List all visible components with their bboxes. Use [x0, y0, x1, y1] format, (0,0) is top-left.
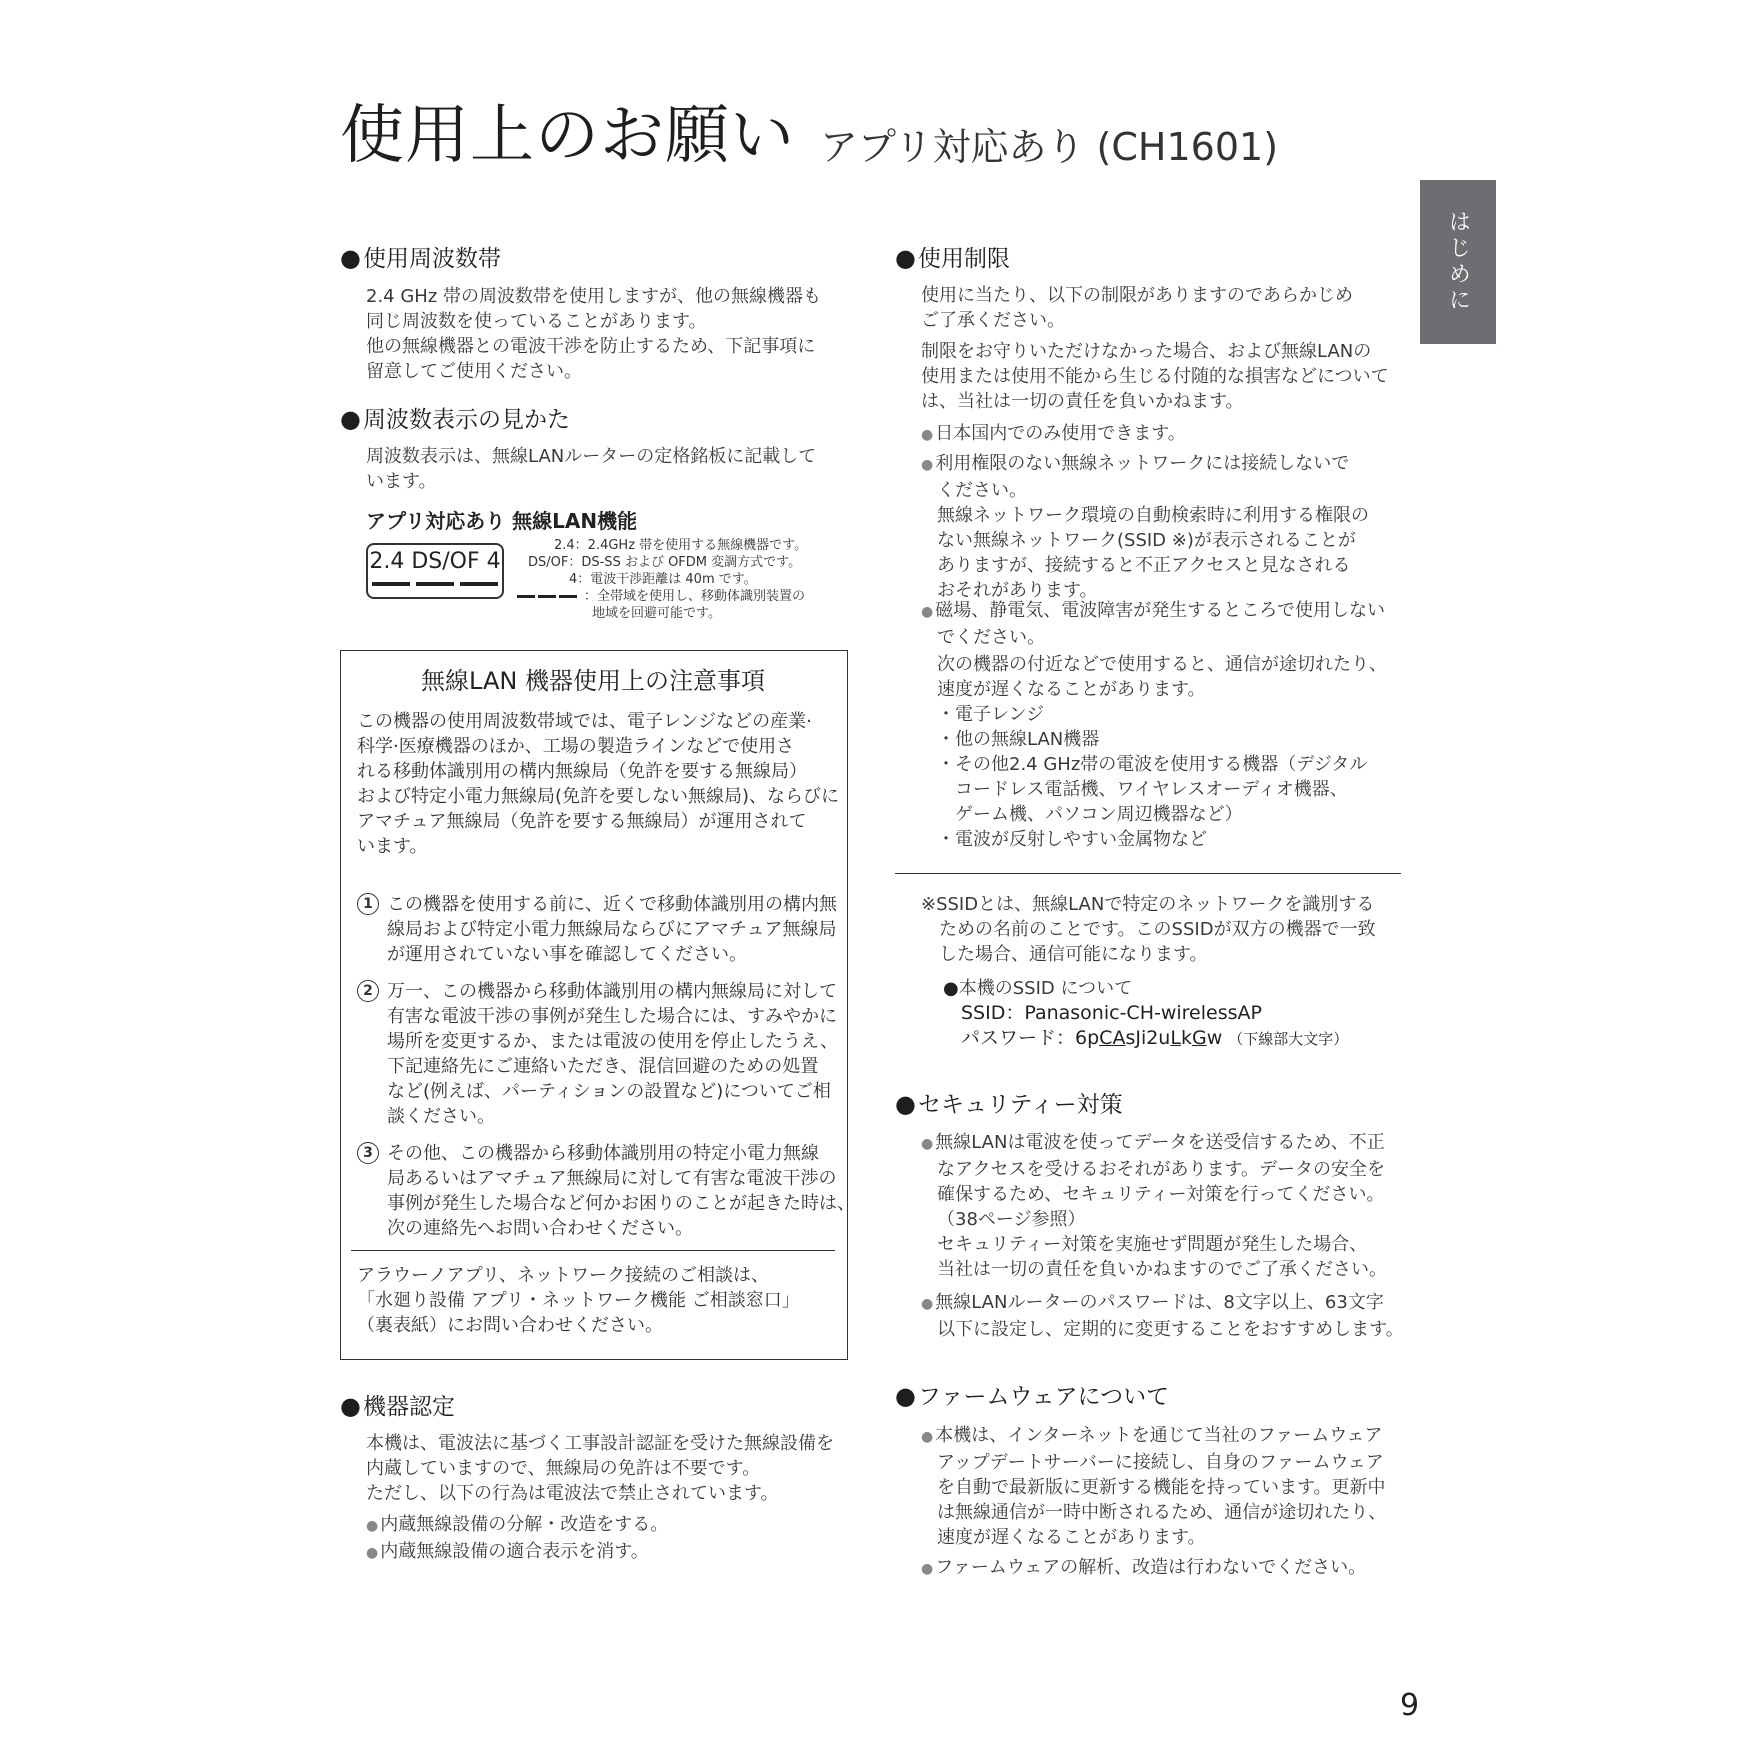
bullet-icon: ●: [921, 1429, 934, 1445]
device-list: ・電子レンジ ・他の無線LAN機器 ・その他2.4 GHz帯の電波を使用する機器（デジタル コードレス電話機、ワイヤレスオーディオ機器、 ゲーム機、パソコン周辺機器など） ・電波が反射しやすい金属物など: [937, 704, 1368, 850]
firmware-bullet-1: ● 本機は、インターネットを通じて当社のファームウェア アップデートサーバーに接続し、自身のファームウェア を自動で最新版に更新する機能を持っています。更新中 は無線通信が一時中断されるため、通信が途切れたり、 速度が遅くなることがあります。: [921, 1425, 1387, 1548]
password-value: パスワード：6pCAsJi2uLkGw （下線部大文字）: [961, 1027, 1349, 1049]
freq-display-heading: ●周波数表示の見かた: [340, 405, 570, 433]
label-title: アプリ対応あり 無線LAN機能: [366, 509, 638, 533]
legend-bar: [517, 595, 535, 598]
bullet-icon: ●: [895, 244, 916, 272]
page-number: 9: [1400, 1688, 1420, 1723]
bullet-icon: ●: [921, 427, 934, 443]
notice-item-3: 3 その他、この機器から移動体識別用の特定小電力無線 局あるいはアマチュア無線局に対して有害な電波干渉の 事例が発生した場合など何かお困りのことが起きた時は、 次の連絡先へお問い合わせください。: [357, 1141, 855, 1241]
bullet-icon: ●: [366, 1545, 379, 1561]
page-title: 使用上のお願い: [340, 99, 795, 173]
cert-heading: ●機器認定: [340, 1392, 455, 1420]
bullet-icon: ●: [895, 1382, 916, 1410]
label-bar: [460, 582, 498, 586]
bullet-icon: ●: [895, 1090, 916, 1118]
circled-number: 1: [357, 893, 379, 915]
bullet-icon: ●: [366, 1518, 379, 1534]
bullet-icon: ●: [921, 1136, 934, 1152]
frequency-label-text: 2.4 DS/OF 4: [369, 549, 501, 574]
restrictions-para2: 制限をお守りいただけなかった場合、および無線LANの 使用または使用不能から生じる付随的な損害などについて は、当社は一切の責任を負いかねます。: [921, 341, 1389, 412]
security-heading: ●セキュリティー対策: [895, 1090, 1123, 1118]
notice-contact: アラウーノアプリ、ネットワーク接続のご相談は、 「水廻り設備 アプリ・ネットワーク機能 ご相談窓口」 （裏表紙）にお問い合わせください。: [357, 1265, 800, 1336]
ssid-note: ※SSIDとは、無線LANで特定のネットワークを識別する ための名前のことです。このSSIDが双方の機器で一致 した場合、通信可能になります。: [921, 894, 1376, 965]
label-bar: [372, 582, 410, 586]
divider: [351, 1250, 835, 1251]
cert-text: 本機は、電波法に基づく工事設計認証を受けた無線設備を 内蔵していますので、無線局の免許は不要です。 ただし、以下の行為は電波法で禁止されています。: [366, 1433, 834, 1504]
circled-number: 3: [357, 1142, 379, 1164]
freq-band-text: 2.4 GHz 帯の周波数帯を使用しますが、他の無線機器も 同じ周波数を使っていることがあります。 他の無線機器との電波干渉を防止するため、下記事項に 留意してご使用ください。: [366, 286, 821, 382]
restrictions-heading: ●使用制限: [895, 244, 1010, 272]
cert-bullets: ● 内蔵無線設備の分解・改造をする。 ● 内蔵無線設備の適合表示を消す。: [366, 1514, 669, 1562]
label-legend: 2.4：2.4GHz 帯を使用する無線機器です。 DS/OF：DS-SS および OFDM 変調方式です。 4：電波干渉距離は 40m です。 ：全帯域を使用し、移動体識別装置の 地域を回避可能です。: [528, 538, 808, 621]
bullet-icon: ●: [921, 604, 934, 620]
security-bullet-1: ● 無線LANは電波を使ってデータを送受信するため、不正 なアクセスを受けるおそれがあります。データの安全を 確保するため、セキュリティー対策を行ってください。 （38ページ参照） セキュリティー対策を実施せず問題が発生した場合、 当社は一切の責任を負いかねますのでご了承ください。: [921, 1132, 1387, 1280]
firmware-bullet-2: ● ファームウェアの解析、改造は行わないでください。: [921, 1557, 1367, 1578]
label-bar: [416, 582, 454, 586]
bullet-icon: ●: [340, 244, 361, 272]
section-tab: はじめに: [1420, 180, 1496, 344]
restrictions-para1: 使用に当たり、以下の制限がありますのであらかじめ ご了承ください。: [921, 285, 1353, 331]
bullet-icon: ●: [340, 1392, 361, 1420]
notice-item-1: 1 この機器を使用する前に、近くで移動体識別用の構内無 線局および特定小電力無線局ならびにアマチュア無線局 が運用されていない事を確認してください。: [357, 892, 837, 967]
restrictions-bullet-3: ● 磁場、静電気、電波障害が発生するところで使用しない でください。: [921, 600, 1386, 648]
restrictions-bullet-2: ● 利用権限のない無線ネットワークには接続しないで ください。 無線ネットワーク環境の自動検索時に利用する権限の ない無線ネットワーク(SSID ※)が表示されることが ありますが、接続すると不正アクセスと見なされる おそれがあります。: [921, 453, 1369, 601]
ssid-info: ●本機のSSID について SSID：Panasonic-CH-wirelessAP パスワード：6pCAsJi2uLkGw （下線部大文字）: [943, 976, 1348, 1052]
restrictions-para3: 次の機器の付近などで使用すると、通信が途切れたり、 速度が遅くなることがあります。: [937, 654, 1387, 700]
legend-bar: [559, 595, 577, 598]
page-subtitle: アプリ対応あり (CH1601): [820, 125, 1279, 169]
bullet-icon: ●: [340, 405, 361, 433]
divider: [895, 873, 1401, 874]
notice-intro: この機器の使用周波数帯域では、電子レンジなどの産業· 科学·医療機器のほか、工場の製造ラインなどで使用さ れる移動体識別用の構内無線局（免許を要する無線局） および特定小電力無線局(免許を要しない無線局)、ならびに アマチュア無線局（免許を要する無線局）が運用されて います。: [357, 711, 840, 857]
freq-display-text: 周波数表示は、無線LANルーターの定格銘板に記載して います。: [366, 446, 817, 492]
restrictions-bullet-1: ● 日本国内でのみ使用できます。: [921, 423, 1186, 444]
bullet-icon: ●: [921, 1561, 934, 1577]
ssid-value: SSID：Panasonic-CH-wirelessAP: [961, 1002, 1262, 1024]
bullet-icon: ●: [921, 457, 934, 473]
bullet-icon: ●: [943, 978, 959, 999]
firmware-heading: ●ファームウェアについて: [895, 1382, 1170, 1410]
security-bullet-2: ● 無線LANルーターのパスワードは、8文字以上、63文字 以下に設定し、定期的に変更することをおすすめします。: [921, 1292, 1404, 1340]
notice-title: 無線LAN 機器使用上の注意事項: [421, 667, 765, 695]
bullet-icon: ●: [921, 1296, 934, 1312]
legend-bar: [538, 595, 556, 598]
circled-number: 2: [357, 980, 379, 1002]
notice-item-2: 2 万一、この機器から移動体識別用の構内無線局に対して 有害な電波干渉の事例が発生した場合には、すみやかに 場所を変更するか、または電波の使用を停止したうえ、 下記連絡先にご連絡いただき、混信回避のための処置 など(例えば、パーティションの設置など)についてご相 談ください。: [357, 979, 838, 1129]
freq-band-heading: ●使用周波数帯: [340, 244, 501, 272]
